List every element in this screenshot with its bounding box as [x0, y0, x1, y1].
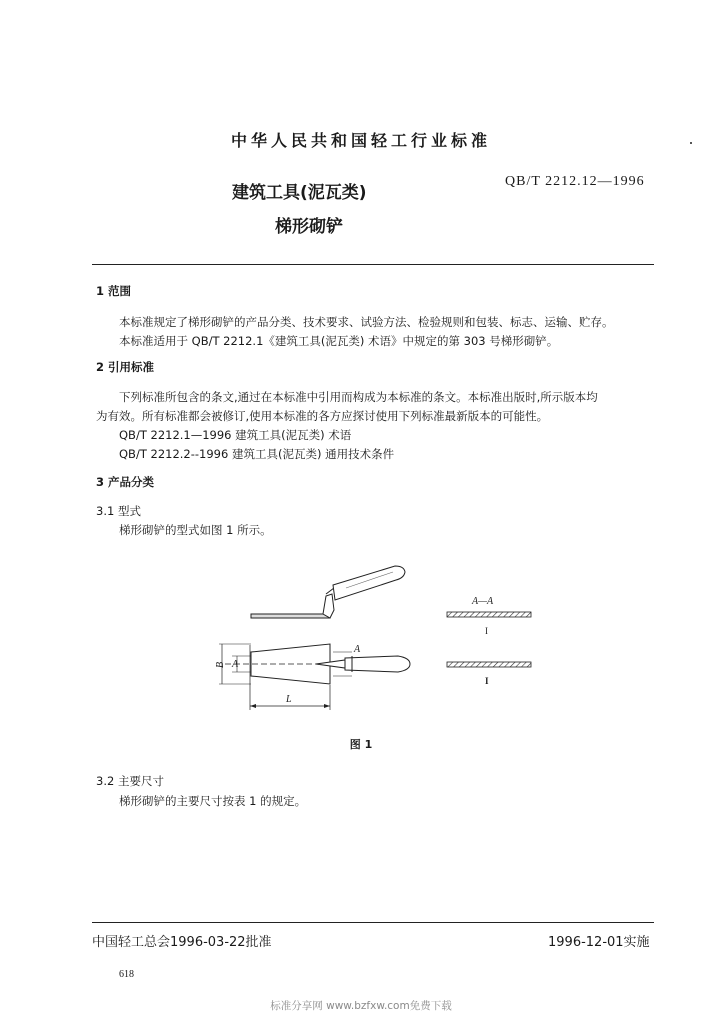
section-3-2-heading: 3.2 主要尺寸 [96, 774, 164, 788]
watermark-footer: 标准分享网 www.bzfxw.com免费下载 [270, 1000, 452, 1012]
section-1-paragraph-1: 本标准规定了梯形砌铲的产品分类、技术要求、试验方法、检验规则和包装、标志、运输、贮存。 [119, 315, 614, 329]
trowel-side-view [251, 566, 405, 618]
approval-date: 中国轻工总会1996-03-22批准 [92, 935, 272, 950]
page-number: 618 [119, 969, 134, 980]
trowel-plan-view [219, 644, 410, 710]
implementation-date: 1996-12-01实施 [548, 935, 650, 950]
standard-number: QB/T 2212.12—1996 [505, 174, 645, 189]
section-2-reference-2: QB/T 2212.2--1996 建筑工具(泥瓦类) 通用技术条件 [119, 447, 395, 461]
figure-caption: 图 1 [349, 738, 373, 751]
section-1-paragraph-2: 本标准适用于 QB/T 2212.1《建筑工具(泥瓦类) 术语》中规定的第 303 号梯形砌铲。 [119, 334, 559, 348]
document-subtitle: 梯形砌铲 [275, 217, 343, 237]
dimension-label-l: L [286, 694, 292, 705]
section-2-paragraph-line-2: 为有效。所有标准都会被修订,使用本标准的各方应探讨使用下列标准最新版本的可能性。 [96, 409, 549, 423]
section-views [447, 612, 531, 667]
section-2-heading: 2 引用标准 [96, 360, 155, 374]
section-3-1-paragraph: 梯形砌铲的型式如图 1 所示。 [119, 523, 272, 537]
section-2-paragraph-line-1: 下列标准所包含的条文,通过在本标准中引用而构成为本标准的条文。本标准出版时,所示版本均 [119, 390, 598, 404]
dimension-label-b: B [215, 661, 226, 668]
issuing-organization: 中华人民共和国轻工行业标准 [230, 131, 491, 150]
section-3-2-paragraph: 梯形砌铲的主要尺寸按表 1 的规定。 [119, 794, 307, 808]
dimension-label-a: A [232, 659, 239, 670]
document-title: 建筑工具(泥瓦类) [232, 183, 367, 203]
section-1-heading: 1 范围 [96, 284, 132, 298]
footer-rule [92, 922, 654, 923]
section-label: A—A [472, 596, 494, 607]
section-3-heading: 3 产品分类 [96, 475, 155, 489]
section-3-1-heading: 3.1 型式 [96, 504, 141, 518]
section-note-bottom: I [485, 676, 489, 686]
section-2-reference-1: QB/T 2212.1—1996 建筑工具(泥瓦类) 术语 [119, 428, 352, 442]
section-cut-label: A [354, 644, 361, 655]
section-note-top: I [485, 626, 488, 636]
